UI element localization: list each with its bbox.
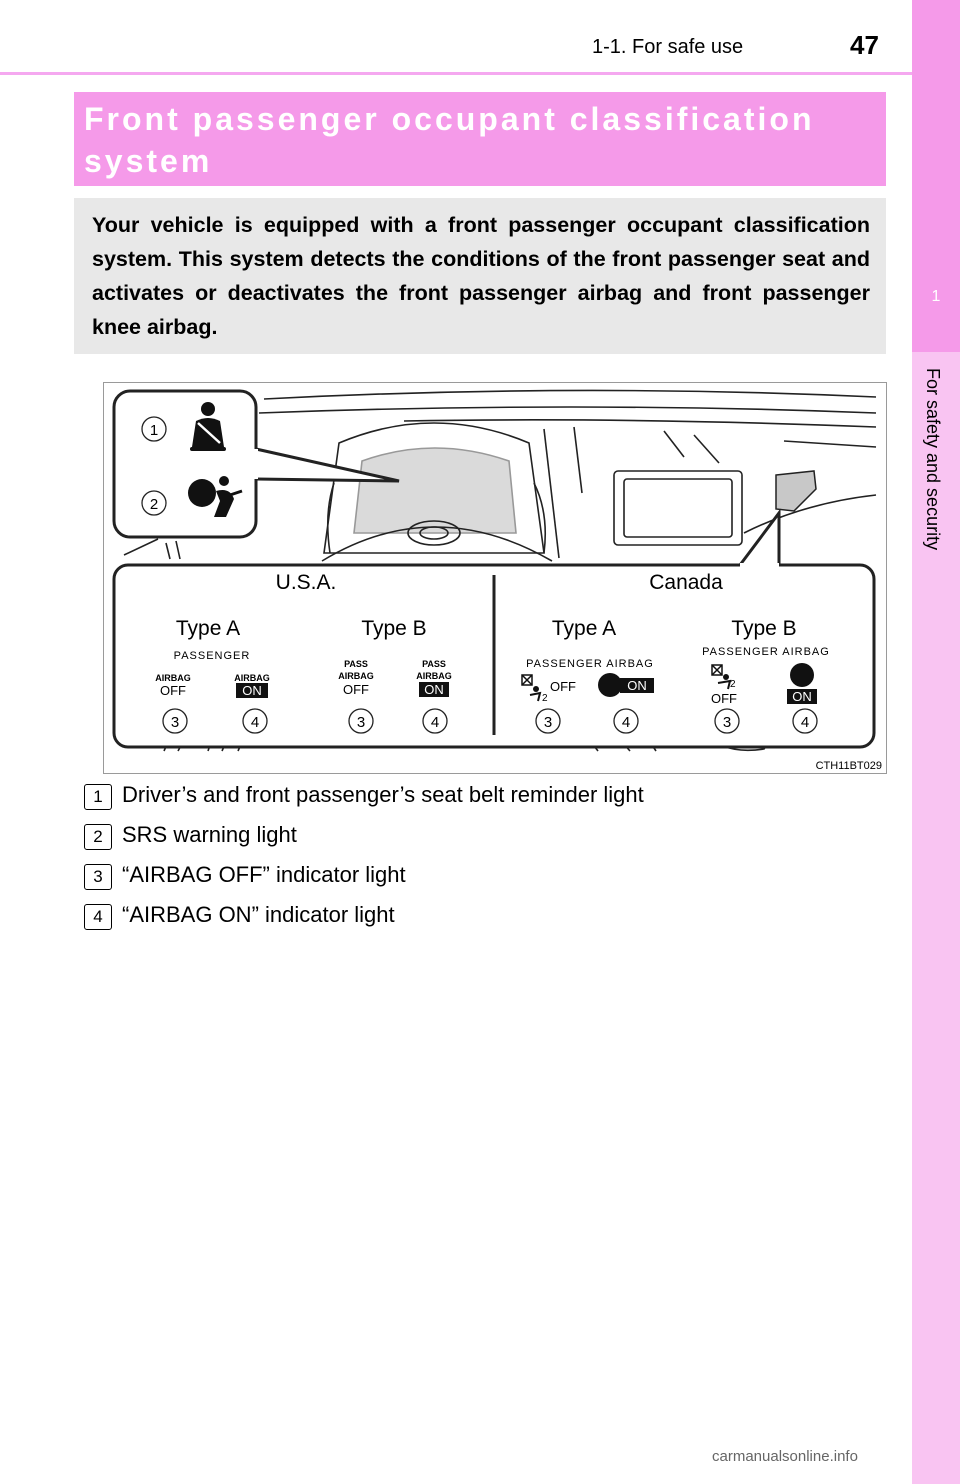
legend-number: 1 bbox=[84, 784, 112, 810]
inset-callout-1-label: 1 bbox=[149, 422, 159, 439]
canada-type-b-label: Type B bbox=[731, 617, 797, 640]
chapter-number: 1 bbox=[931, 288, 941, 305]
dashboard-illustration bbox=[103, 382, 887, 774]
canada-type-a-label: Type A bbox=[551, 617, 617, 640]
usa-a-header: PASSENGER bbox=[173, 650, 251, 662]
section-title-box bbox=[74, 92, 886, 186]
region-canada: Canada bbox=[649, 571, 723, 594]
canada-b-header: PASSENGER AIRBAG bbox=[702, 646, 830, 658]
legend-item bbox=[84, 860, 844, 892]
callout-3-usa-a: 3 bbox=[170, 714, 180, 731]
legend-text: “AIRBAG ON” indicator light bbox=[122, 902, 395, 927]
canada-a-off-label: OFF bbox=[550, 679, 576, 694]
canada-b-on-label: ON bbox=[792, 689, 812, 704]
header-rule bbox=[0, 72, 912, 75]
watermark: carmanualsonline.info bbox=[712, 1448, 858, 1465]
canada-a-on-label: ON bbox=[627, 678, 647, 693]
intro-text: Your vehicle is equipped with a front passenger occupant classification system. This system detects the conditions of the front passenger seat and activates or deactivates the front passenger airbag and front passenger knee airbag. bbox=[92, 213, 870, 339]
usa-b-on-airbag: AIRBAG bbox=[416, 671, 452, 681]
canada-b-sub: 2 bbox=[730, 679, 736, 690]
inset-warning-panel bbox=[114, 391, 256, 537]
callout-4-usa-a: 4 bbox=[250, 714, 260, 731]
intro-box bbox=[74, 198, 886, 354]
passenger-airbag-on-icon-b bbox=[790, 663, 814, 687]
usa-a-off-line1: AIRBAG bbox=[155, 673, 191, 683]
indicator-panel bbox=[114, 565, 874, 747]
legend-text: SRS warning light bbox=[122, 822, 297, 847]
section-label: 1-1. For safe use bbox=[592, 36, 744, 58]
passenger-airbag-on-icon bbox=[598, 673, 622, 697]
legend-item bbox=[84, 820, 844, 852]
legend-number: 3 bbox=[84, 864, 112, 890]
legend-item bbox=[84, 780, 844, 812]
legend-number: 2 bbox=[84, 824, 112, 850]
figure-code: CTH11BT029 bbox=[815, 760, 882, 772]
chapter-title: For safety and security bbox=[923, 368, 943, 551]
usa-a-on-line1: AIRBAG bbox=[234, 673, 270, 683]
page-number: 47 bbox=[850, 30, 879, 60]
canada-a-header: PASSENGER AIRBAG bbox=[526, 658, 654, 670]
usa-type-b-label: Type B bbox=[361, 617, 427, 640]
callout-pointer-right bbox=[740, 513, 779, 565]
usa-b-off-airbag: AIRBAG bbox=[338, 671, 374, 681]
usa-b-on-label: ON bbox=[424, 682, 444, 697]
canada-a-sub: 2 bbox=[542, 693, 548, 704]
callout-3-canada-a: 3 bbox=[543, 714, 553, 731]
chapter-side-tab bbox=[912, 0, 960, 1484]
callout-3-canada-b: 3 bbox=[722, 714, 732, 731]
canada-b-off-label: OFF bbox=[711, 691, 737, 706]
callout-4-usa-b: 4 bbox=[430, 714, 440, 731]
region-usa: U.S.A. bbox=[275, 571, 337, 594]
legend-item bbox=[84, 900, 844, 932]
usa-b-off-label: OFF bbox=[343, 682, 369, 697]
usa-b-on-pass: PASS bbox=[422, 659, 446, 669]
usa-a-on-label: ON bbox=[242, 683, 262, 698]
callout-4-canada-a: 4 bbox=[621, 714, 631, 731]
legend-text: Driver’s and front passenger’s seat belt reminder light bbox=[122, 782, 644, 807]
illustration-svg bbox=[104, 383, 886, 773]
callout-3-usa-b: 3 bbox=[356, 714, 366, 731]
callout-4-canada-b: 4 bbox=[800, 714, 810, 731]
indicator-area bbox=[776, 471, 816, 511]
legend-number: 4 bbox=[84, 904, 112, 930]
inset-callout-2-label: 2 bbox=[149, 496, 159, 513]
usa-type-a-label: Type A bbox=[175, 617, 241, 640]
legend-text: “AIRBAG OFF” indicator light bbox=[122, 862, 406, 887]
section-title: Front passenger occupant classification system bbox=[84, 101, 815, 179]
usa-b-off-pass: PASS bbox=[344, 659, 368, 669]
usa-a-off-label: OFF bbox=[160, 683, 186, 698]
